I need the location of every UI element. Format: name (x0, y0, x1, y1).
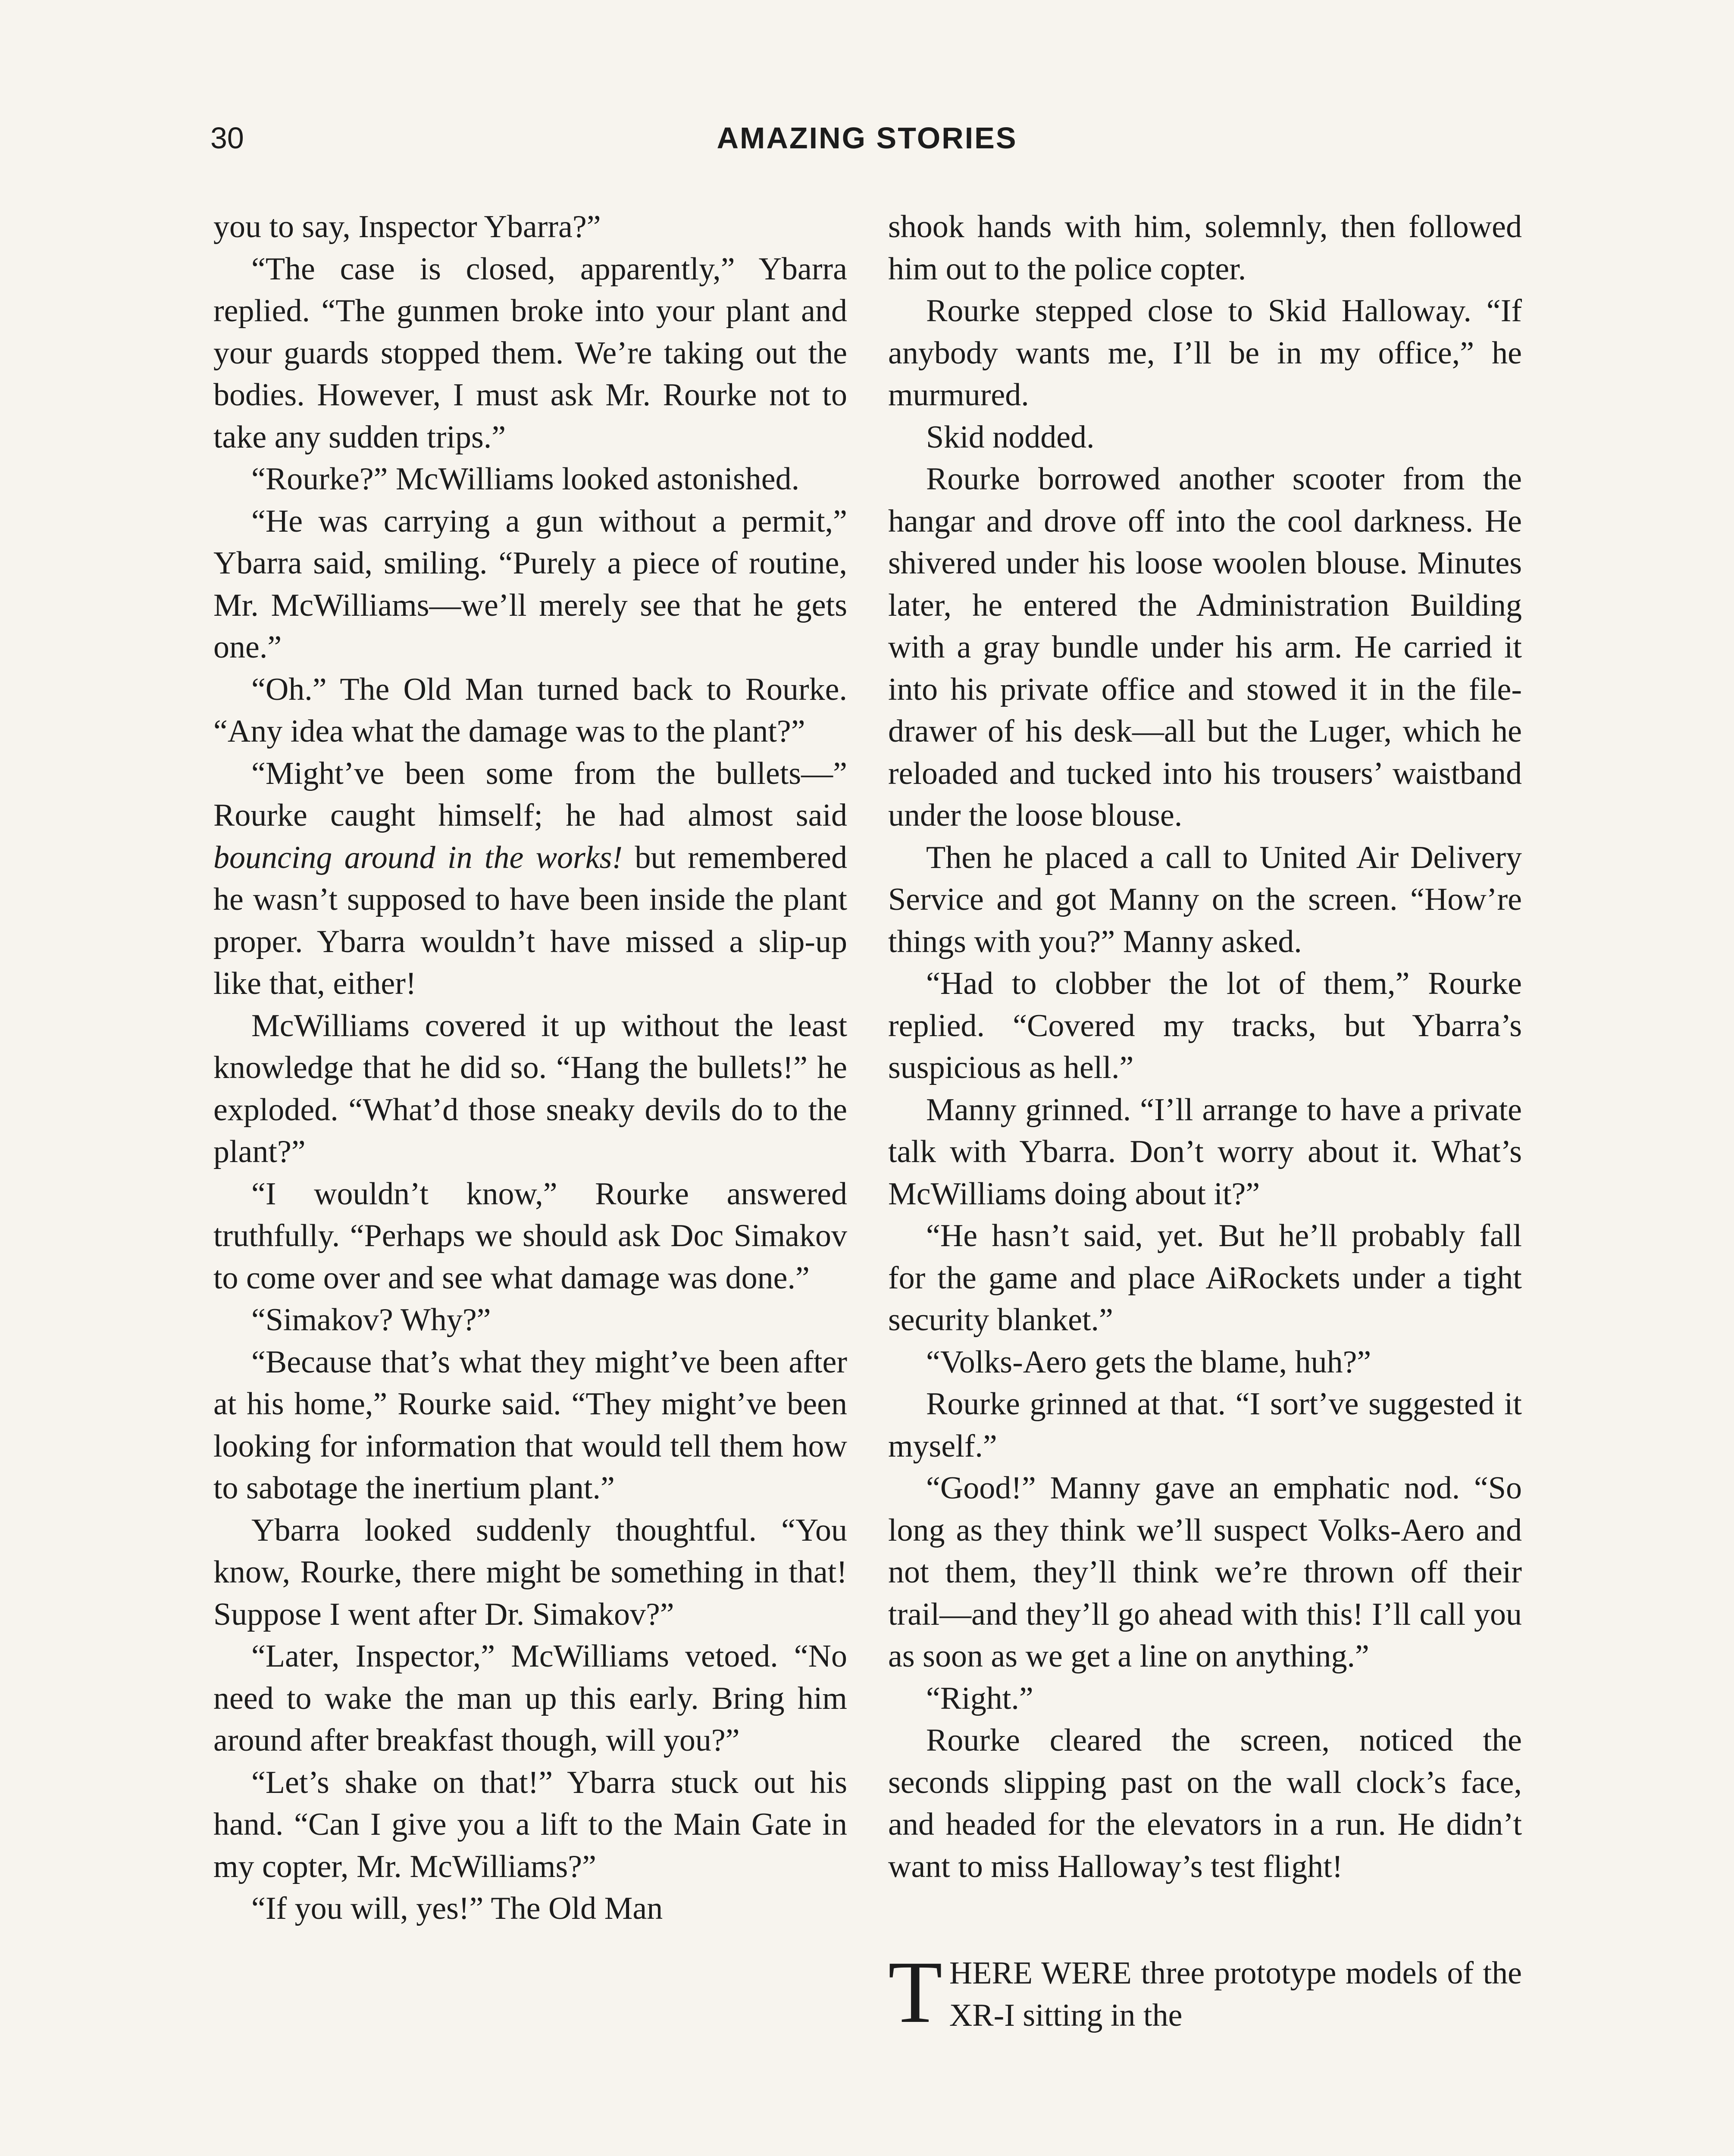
paragraph: “Good!” Manny gave an emphatic nod. “So long as they think we’ll suspect Volks-Aero and not them, they’ll think we’re thrown off their trail—and they’ll go ahead with this! I’ll call you as soon as we get a line on anything.” (888, 1470, 1522, 1674)
paragraph: “The case is closed, apparently,” Ybarra replied. “The gunmen broke into your plant and your guards stopped them. We’re taking out the bodies. However, I must ask Mr. Rourke not to take any sudden trips.” (213, 251, 847, 455)
paragraph: “Because that’s what they might’ve been after at his home,” Rourke said. “They might’ve been looking for information that would tell them how to sabotage the inertium plant.” (213, 1344, 847, 1506)
paragraph: “Let’s shake on that!” Ybarra stuck out his hand. “Can I give you a lift to the Main Gate in my copter, Mr. McWilliams?” (213, 1764, 847, 1884)
paragraph: “Right.” (926, 1680, 1033, 1716)
paragraph: Manny grinned. “I’ll arrange to have a private talk with Ybarra. Don’t worry about it. What’s McWilliams doing about it?” (888, 1092, 1522, 1212)
paragraph: “Oh.” The Old Man turned back to Rourke. “Any idea what the damage was to the plant?” (213, 671, 847, 749)
drop-cap: T (888, 1943, 942, 2041)
paragraph: “Had to clobber the lot of them,” Rourke replied. “Covered my tracks, but Ybarra’s suspicious as hell.” (888, 966, 1522, 1085)
paragraph: “He was carrying a gun without a permit,” Ybarra said, smiling. “Purely a piece of routine, Mr. McWilliams—we’ll merely see that he gets one.” (213, 503, 847, 665)
paragraph: Rourke cleared the screen, noticed the seconds slipping past on the wall clock’s face, and headed for the elevators in a run. He didn’t want to miss Halloway’s test flight! (888, 1723, 1522, 1884)
paragraph-text: “Might’ve been some from the bullets—” Rourke caught himself; he had almost said (213, 755, 847, 833)
left-column (213, 206, 847, 1930)
paragraph: “He hasn’t said, yet. But he’ll probably fall for the game and place AiRockets under a tight security blanket.” (888, 1218, 1522, 1338)
paragraph: Rourke stepped close to Skid Halloway. “If anybody wants me, I’ll be in my office,” he murmured. (888, 293, 1522, 413)
paragraph: “Simakov? Why?” (251, 1302, 491, 1338)
page-number: 30 (210, 121, 244, 155)
paragraph: you to say, Inspector Ybarra?” (213, 209, 601, 244)
paragraph: “Volks-Aero gets the blame, huh?” (926, 1344, 1371, 1380)
paragraph: McWilliams covered it up without the least knowledge that he did so. “Hang the bullets!” he exploded. “What’d those sneaky devils do to the plant?” (213, 1008, 847, 1169)
section-break (888, 1888, 1522, 1952)
paragraph: Ybarra looked suddenly thoughtful. “You know, Rourke, there might be something in that! Suppose I went after Dr. Simakov?” (213, 1512, 847, 1632)
paragraph: “If you will, yes!” The Old Man (251, 1891, 663, 1926)
paragraph: Rourke borrowed another scooter from the hangar and drove off into the cool darkness. He shivered under his loose woolen blouse. Minutes later, he entered the Administration Building with a gray bundle under his arm. He carried it into his private office and stowed it in the file-drawer of his desk—all but the Luger, which he reloaded and tucked into his trousers’ waistband under the loose blouse. (888, 461, 1522, 833)
paragraph: “I wouldn’t know,” Rourke answered truthfully. “Perhaps we should ask Doc Simakov to come over and see what damage was done.” (213, 1176, 847, 1296)
paragraph: Skid nodded. (926, 419, 1095, 455)
section-opening-paragraph (888, 1943, 1522, 2041)
paragraph-text: but remembered he wasn’t supposed to have been inside the plant proper. Ybarra wouldn’t have missed a slip-up like that, either! (213, 840, 847, 1001)
paragraph: Rourke grinned at that. “I sort’ve suggested it myself.” (888, 1386, 1522, 1464)
paragraph: “Later, Inspector,” McWilliams vetoed. “No need to wake the man up this early. Bring him around after breakfast though, will you?” (213, 1639, 847, 1758)
paragraph: Then he placed a call to United Air Delivery Service and got Manny on the screen. “How’re things with you?” Manny asked. (888, 840, 1522, 959)
right-column (888, 206, 1522, 2041)
paragraph (213, 753, 847, 1005)
italic-phrase: bouncing around in the works! (213, 840, 623, 875)
paragraph: “Rourke?” McWilliams looked astonished. (251, 461, 800, 497)
section-opening-text: HERE WERE three prototype models of the XR-I sitting in the (949, 1955, 1522, 2033)
running-head: AMAZING STORIES (717, 121, 1017, 155)
paragraph: shook hands with him, solemnly, then followed him out to the police copter. (888, 209, 1522, 287)
